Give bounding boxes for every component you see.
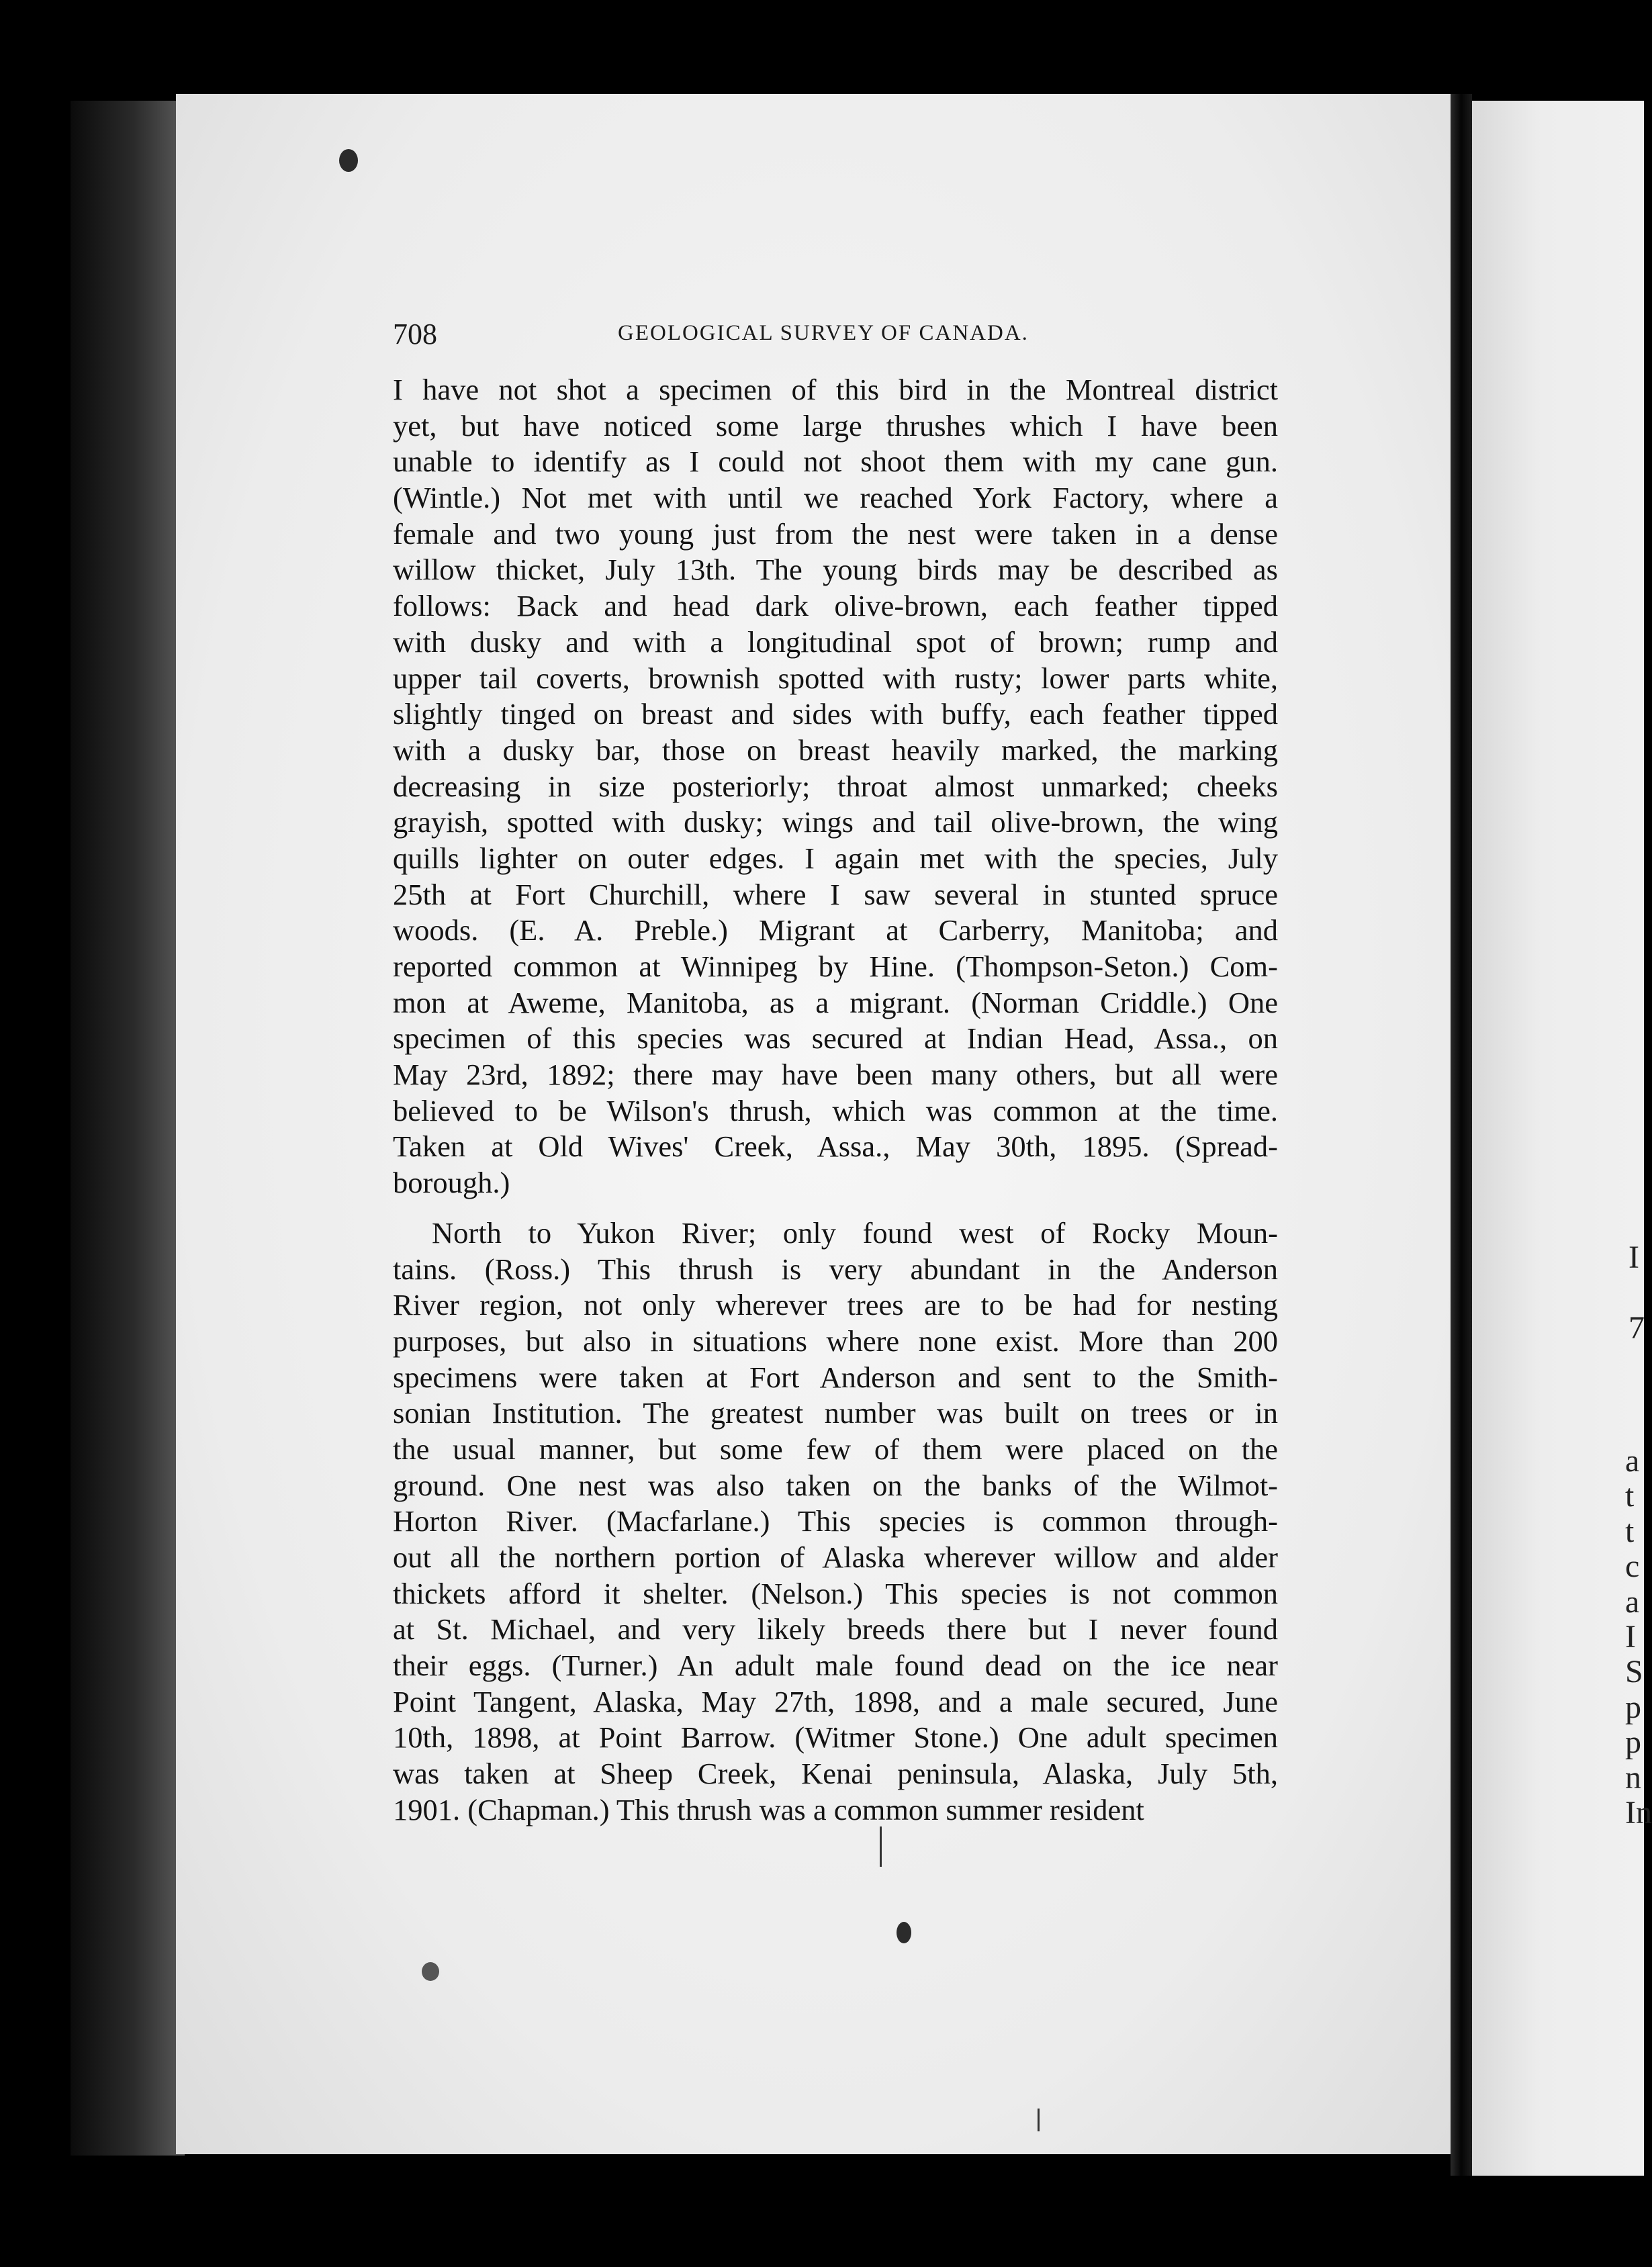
text-line: I have not shot a specimen of this bird in the Montreal district — [393, 373, 1278, 406]
paragraph-gap — [393, 1201, 1278, 1215]
text-line: thickets afford it shelter. (Nelson.) This species is not common — [393, 1576, 1278, 1610]
text-line: tains. (Ross.) This thrush is very abundant in the Anderson — [393, 1252, 1278, 1286]
adjacent-page-letter: S — [1625, 1654, 1643, 1690]
text-line: quills lighter on outer edges. I again met with the species, July — [393, 841, 1278, 875]
text-line: female and two young just from the nest were taken in a dense — [393, 516, 1278, 551]
text-line: follows: Back and head dark olive-brown, each feather tipped — [393, 589, 1278, 623]
adjacent-page-letter: t — [1625, 1513, 1635, 1549]
adjacent-page — [1472, 101, 1644, 2176]
text-line: ground. One nest was also taken on the banks of the Wilmot- — [393, 1468, 1278, 1502]
text-line: mon at Aweme, Manitoba, as a migrant. (Norman Criddle.) One — [393, 985, 1278, 1019]
page-gutter — [1451, 94, 1472, 2176]
ink-spot — [897, 1922, 911, 1943]
text-line: out all the northern portion of Alaska wherever willow and alder — [393, 1540, 1278, 1574]
text-line: (Wintle.) Not met with until we reached York Factory, where a — [393, 481, 1278, 515]
pen-stroke — [880, 1826, 882, 1867]
text-line: grayish, spotted with dusky; wings and tail olive-brown, the wing — [393, 805, 1278, 839]
adjacent-page-letter: a — [1625, 1443, 1640, 1479]
text-line: with a dusky bar, those on breast heavily marked, the marking — [393, 733, 1278, 767]
text-line: at St. Michael, and very likely breeds there but I never found — [393, 1612, 1278, 1647]
text-line: their eggs. (Turner.) An adult male found dead on the ice near — [393, 1649, 1278, 1683]
text-line: slightly tinged on breast and sides with buffy, each feather tipped — [393, 697, 1278, 731]
text-line: the usual manner, but some few of them were placed on the — [393, 1432, 1278, 1466]
ink-spot — [339, 149, 358, 172]
body-text — [393, 372, 1278, 1829]
text-line: specimens were taken at Fort Anderson and sent to the Smith- — [393, 1360, 1278, 1394]
text-line: borough.) — [393, 1166, 510, 1200]
adjacent-page-letter: p — [1625, 1724, 1641, 1761]
text-line: upper tail coverts, brownish spotted with rusty; lower parts white, — [393, 661, 1278, 695]
adjacent-page-letter: a — [1625, 1583, 1640, 1620]
page-number: 708 — [393, 318, 437, 351]
text-line: North to Yukon River; only found west of Rocky Moun- — [432, 1215, 1278, 1250]
text-line: was taken at Sheep Creek, Kenai peninsula, Alaska, July 5th, — [393, 1757, 1278, 1791]
text-line: unable to identify as I could not shoot them with my cane gun. — [393, 445, 1278, 479]
adjacent-page-mark: 7 — [1628, 1310, 1645, 1346]
adjacent-page-letter: t — [1625, 1478, 1635, 1514]
text-line: River region, not only wherever trees are to be had for nesting — [393, 1288, 1278, 1322]
text-line: Taken at Old Wives' Creek, Assa., May 30th, 1895. (Spread- — [393, 1129, 1278, 1164]
text-line: decreasing in size posteriorly; throat almost unmarked; cheeks — [393, 769, 1278, 803]
text-line: willow thicket, July 13th. The young birds may be described as — [393, 553, 1278, 587]
text-line: believed to be Wilson's thrush, which was common at the time. — [393, 1093, 1278, 1127]
adjacent-page-letter: I — [1625, 1618, 1636, 1655]
text-line: May 23rd, 1892; there may have been many others, but all were — [393, 1058, 1278, 1092]
text-line: 25th at Fort Churchill, where I saw several in stunted spruce — [393, 877, 1278, 911]
text-line: purposes, but also in situations where none exist. More than 200 — [393, 1324, 1278, 1358]
text-line: 1901. (Chapman.) This thrush was a common summer resident — [393, 1792, 1144, 1826]
text-line: sonian Institution. The greatest number was built on trees or in — [393, 1396, 1278, 1430]
running-head — [393, 317, 1286, 355]
adjacent-page-letter: n — [1625, 1759, 1641, 1796]
book-edge — [71, 101, 185, 2156]
text-line: woods. (E. A. Preble.) Migrant at Carberry, Manitoba; and — [393, 913, 1278, 947]
text-line: reported common at Winnipeg by Hine. (Thompson-Seton.) Com- — [393, 950, 1278, 983]
adjacent-page-letter: In — [1625, 1794, 1652, 1831]
text-line: Point Tangent, Alaska, May 27th, 1898, and a male secured, June — [393, 1684, 1278, 1718]
pen-stroke — [1038, 2109, 1040, 2131]
adjacent-page-mark: I — [1628, 1240, 1639, 1275]
running-head-title: GEOLOGICAL SURVEY OF CANADA. — [618, 321, 1029, 345]
text-line: Horton River. (Macfarlane.) This species is common through- — [393, 1504, 1278, 1538]
adjacent-page-letter: p — [1625, 1689, 1641, 1725]
text-line: specimen of this species was secured at Indian Head, Assa., on — [393, 1021, 1278, 1056]
text-line: yet, but have noticed some large thrushes which I have been — [393, 408, 1278, 443]
text-line: 10th, 1898, at Point Barrow. (Witmer Stone.) One adult specimen — [393, 1720, 1278, 1755]
ink-spot — [422, 1962, 439, 1981]
adjacent-page-letter: c — [1625, 1548, 1640, 1585]
adjacent-page-letters — [1625, 1444, 1652, 1831]
text-line: with dusky and with a longitudinal spot of brown; rump and — [393, 624, 1278, 659]
